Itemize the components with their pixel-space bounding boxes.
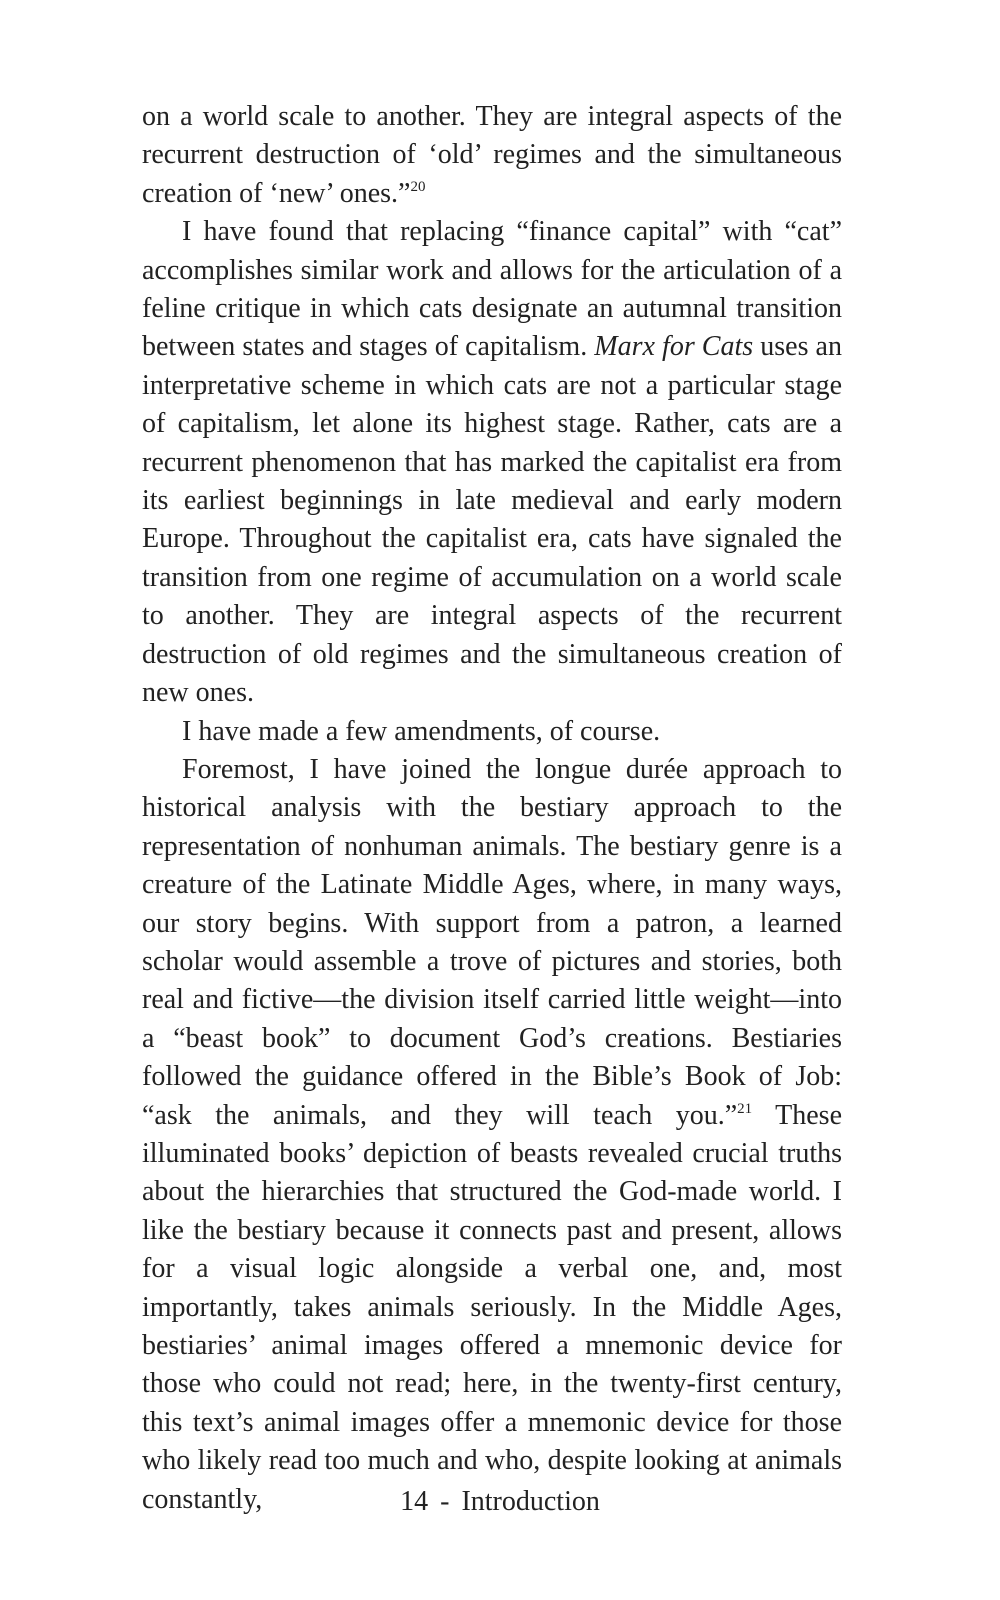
text-run: These illuminated books’ depiction of beasts revealed crucial truths about the hierarchies that structured the God-made world. I like the bestiary because it connects past and present, allows for a visual logic alongside a verbal one, and, most importantly, takes animals seriously. In the Middle Ages, bestiaries’ animal images offered a mnemonic device for those who could not read; here, in the twenty-first century, this text’s animal images offer a mnemonic device for those who likely read too much and who, despite looking at animals constantly, — [142, 1099, 842, 1515]
section-title: Introduction — [461, 1486, 600, 1517]
footnote-ref: 21 — [737, 1100, 753, 1117]
footnote-ref: 20 — [410, 178, 426, 195]
text-run: uses an interpretative scheme in which cats are not a particular stage of capitalism, let alone its highest stage. Rather, cats are a recurrent phenomenon that has marked the capitalist era from its earliest beginnings in late medieval and early modern Europe. Throughout the capitalist era, cats have signaled the transition from one regime of accumulation on a world scale to another. They are integral aspects of the recurrent destruction of old regimes and the simultaneous creation of new ones. — [142, 331, 842, 709]
book-title: Marx for Cats — [594, 331, 754, 363]
footer-separator: - — [440, 1486, 450, 1517]
running-footer — [0, 1486, 1000, 1518]
text-run: on a world scale to another. They are integral aspects of the recurrent destruction of ‘old’ regimes and the simultaneous creation of ‘new’ ones.” — [142, 101, 842, 209]
body-text — [142, 98, 842, 1519]
paragraph — [142, 751, 842, 1519]
page-number: 14 — [400, 1486, 429, 1517]
paragraph — [142, 98, 842, 213]
paragraph — [142, 713, 842, 751]
text-run: I have found that replacing “finance capital” with “cat” accomplishes similar work and allows for the articulation of a feline critique in which cats designate an autumnal transition between states and stages of capitalism. — [142, 216, 842, 363]
paragraph — [142, 213, 842, 712]
text-run: Foremost, I have joined the longue durée approach to historical analysis with the bestiary approach to the representation of nonhuman animals. The bestiary genre is a creature of the Latinate Middle Ages, where, in many ways, our story begins. With support from a patron, a learned scholar would assemble a trove of pictures and stories, both real and fictive—the division itself carried little weight—into a “beast book” to document God’s creations. Bestiaries followed the guidance offered in the Bible’s Book of Job: “ask the animals, and they will teach you.” — [142, 753, 842, 1131]
text-run: I have made a few amendments, of course. — [182, 715, 661, 747]
